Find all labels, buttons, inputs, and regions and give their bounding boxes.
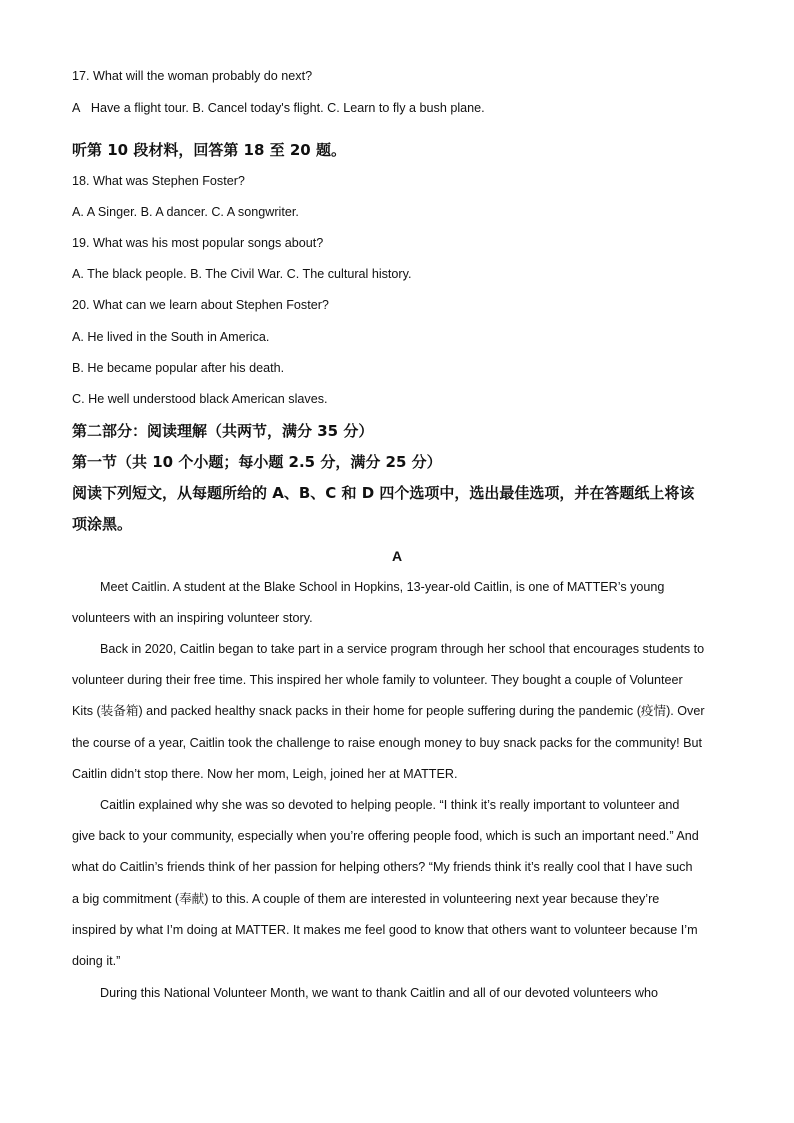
passage-line: volunteer during their free time. This inspired her whole family to volunteer. They bought a couple of Volunteer [72,673,683,687]
question-18: 18. What was Stephen Foster? [72,174,245,188]
passage-line: During this National Volunteer Month, we want to thank Caitlin and all of our devoted volunteers who [100,986,658,1000]
passage-line: inspired by what I’m doing at MATTER. It makes me feel good to know that others want to volunteer because I’m [72,923,698,937]
passage-line: Meet Caitlin. A student at the Blake School in Hopkins, 13-year-old Caitlin, is one of MATTER’s young [100,580,665,594]
question-17: 17. What will the woman probably do next? [72,69,313,83]
section-1-heading: 第一节（共 10 个小题；每小题 2.5 分，满分 25 分） [72,453,442,471]
instructions-line-2: 项涂黑。 [72,515,133,533]
question-18-options: A. A Singer. B. A dancer. C. A songwriter. [72,205,299,219]
question-20: 20. What can we learn about Stephen Foster? [72,298,329,312]
passage-line: Back in 2020, Caitlin began to take part in a service program through her school that encourages students to [100,642,705,656]
question-20-option-a: A. He lived in the South in America. [72,330,270,344]
passage-label: A [391,548,403,564]
question-19: 19. What was his most popular songs about? [72,236,324,250]
passage-line: give back to your community, especially when you’re offering people food, which is such an important need.” And [72,829,699,843]
instructions-line-1: 阅读下列短文，从每题所给的 A、B、C 和 D 四个选项中，选出最佳选项，并在答题纸上将该 [72,484,695,502]
passage-line: Caitlin explained why she was so devoted to helping people. “I think it’s really important to volunteer and [100,798,680,812]
question-17-options: A Have a flight tour. B. Cancel today's flight. C. Learn to fly a bush plane. [72,101,485,115]
passage-line: what do Caitlin’s friends think of her passion for helping others? “My friends think it’s really cool that I have such [72,860,693,874]
passage-line: volunteers with an inspiring volunteer story. [72,611,313,625]
question-20-option-c: C. He well understood black American slaves. [72,392,328,406]
section-10-heading: 听第 10 段材料，回答第 18 至 20 题。 [72,141,346,159]
question-20-option-b: B. He became popular after his death. [72,361,285,375]
passage-line: Kits (装备箱) and packed healthy snack packs in their home for people suffering during the pandemic (疫情). Over [72,704,705,718]
passage-line: the course of a year, Caitlin took the challenge to raise enough money to buy snack packs for the community! But [72,736,703,750]
passage-line: a big commitment (奉献) to this. A couple of them are interested in volunteering next year because they’re [72,892,660,906]
passage-line: doing it.” [72,954,121,968]
passage-line: Caitlin didn’t stop there. Now her mom, Leigh, joined her at MATTER. [72,767,458,781]
part-2-heading: 第二部分：阅读理解（共两节，满分 35 分） [72,422,374,440]
question-19-options: A. The black people. B. The Civil War. C. The cultural history. [72,267,412,281]
